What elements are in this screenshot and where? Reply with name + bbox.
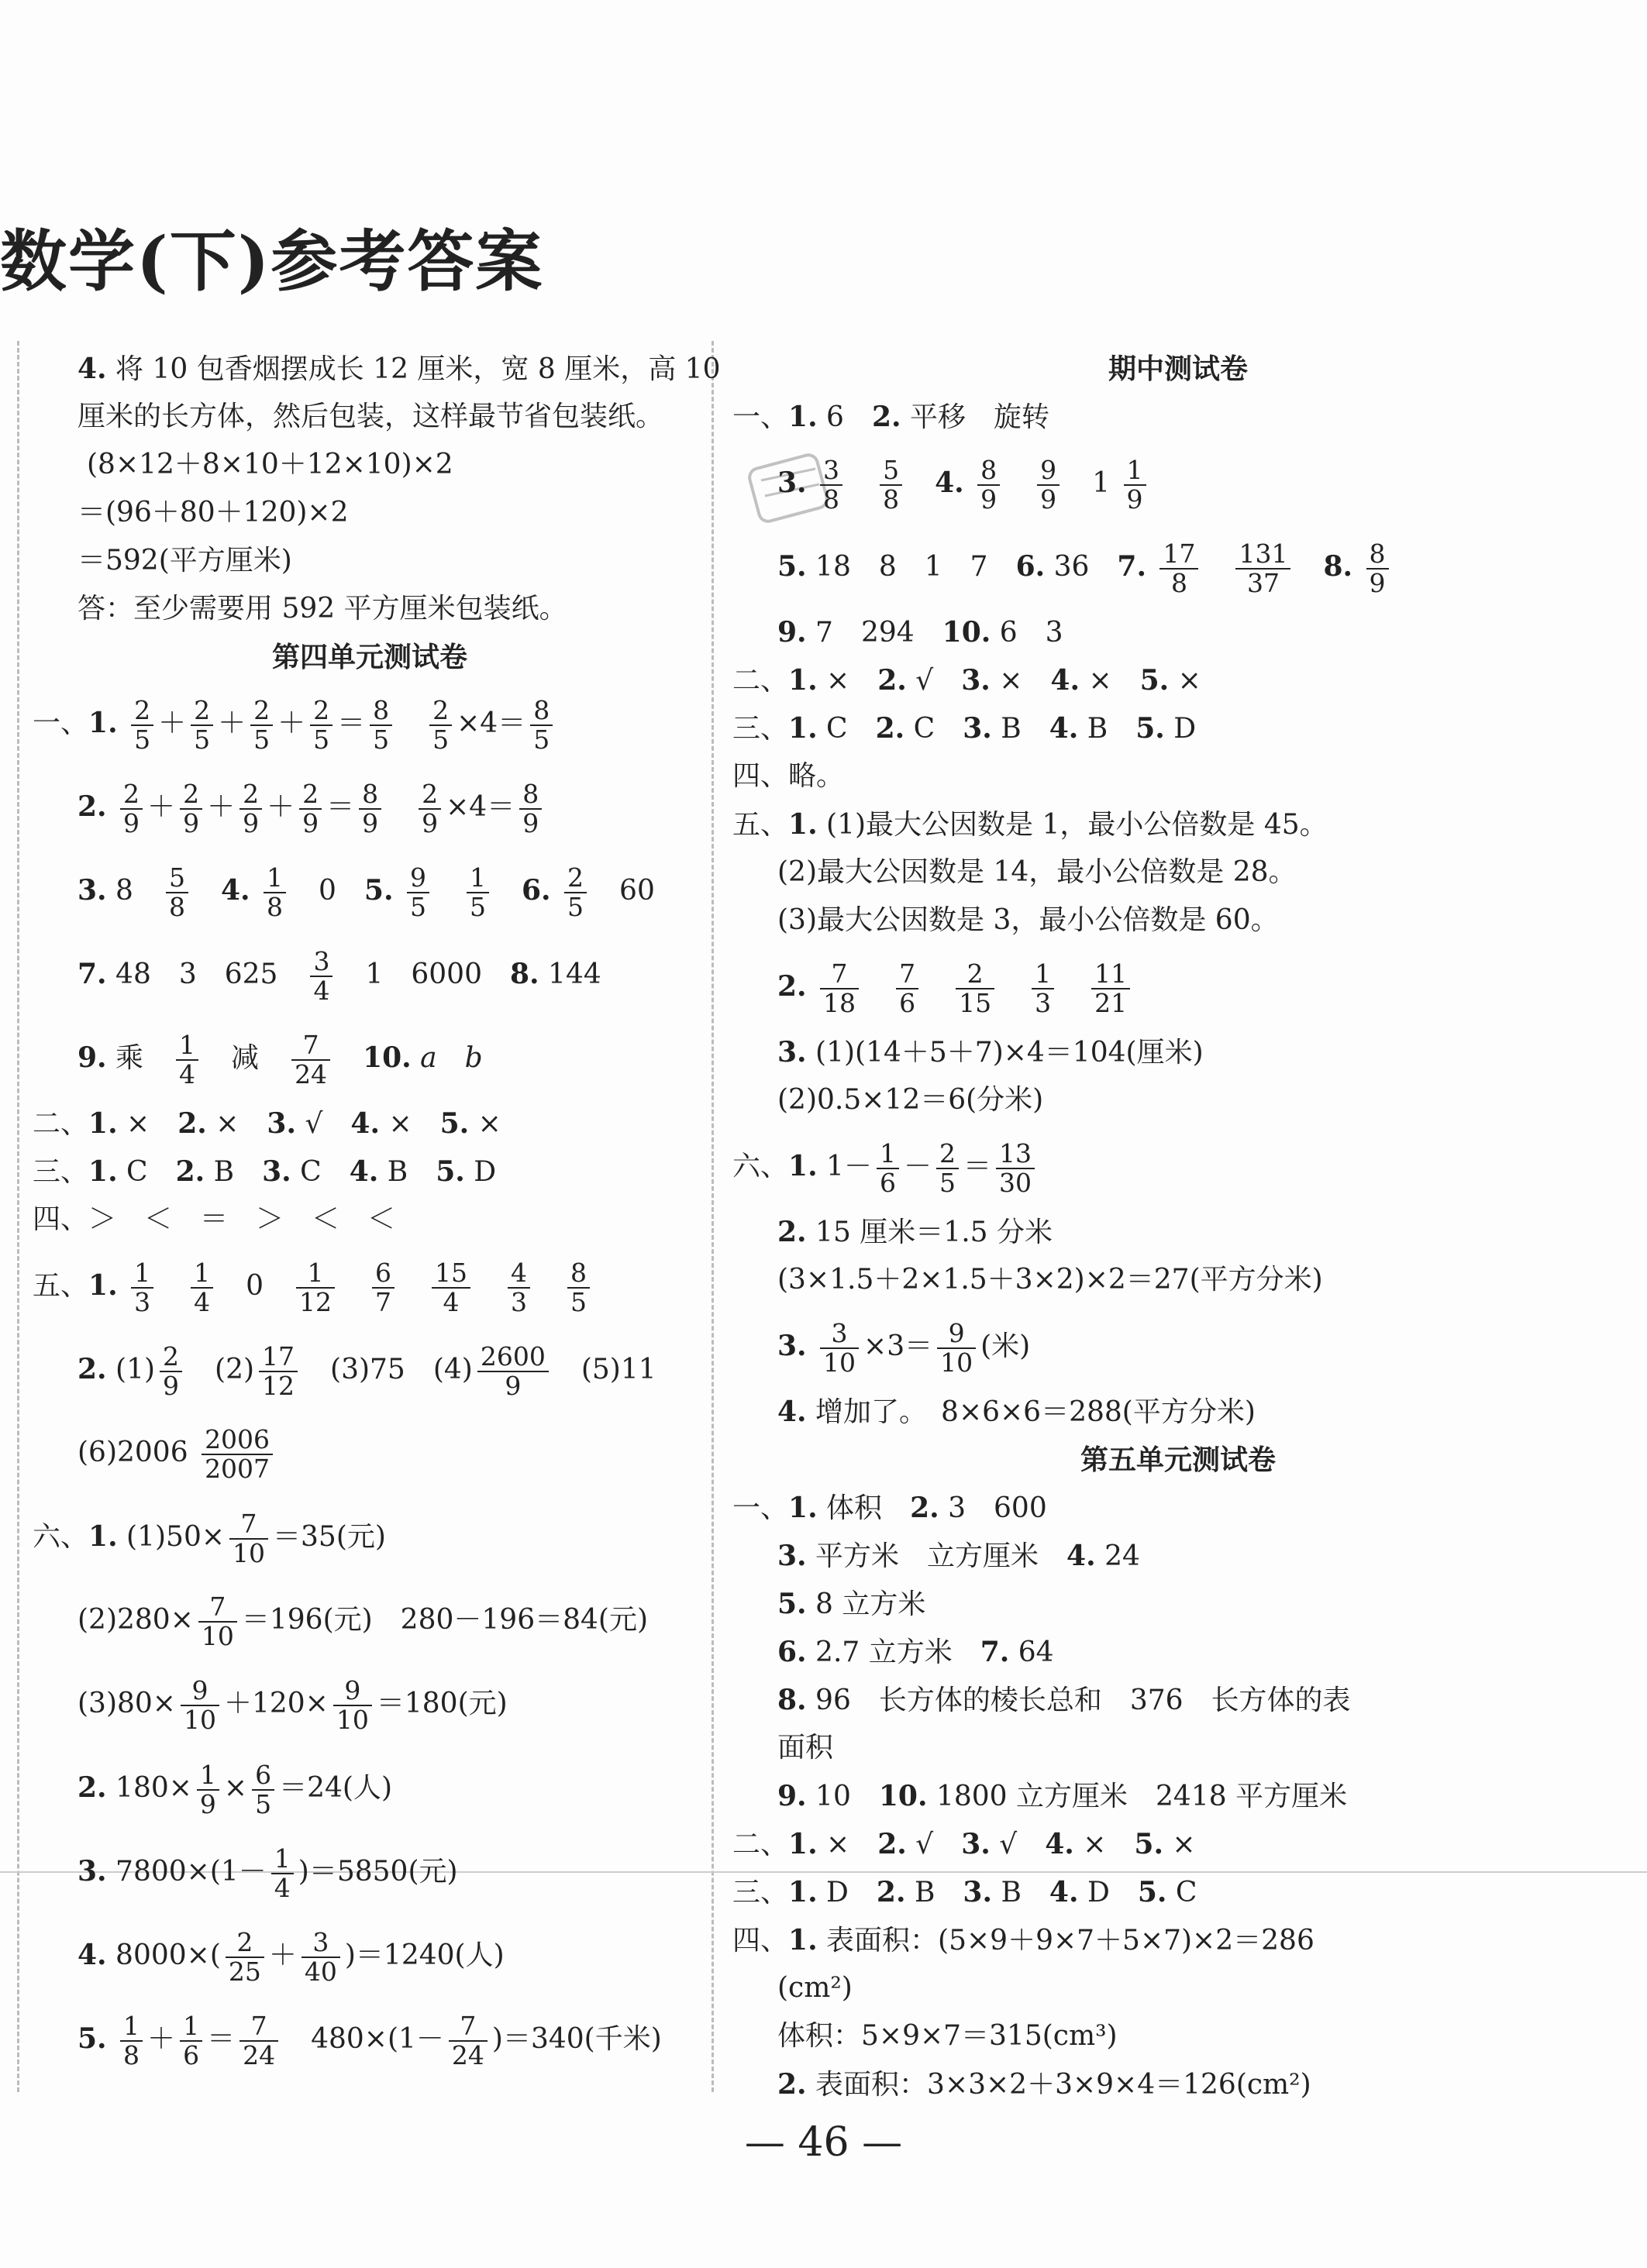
answer-line: 2. (1) $\frac{2}{9}$ (2) $\frac{17}{12}$ (3)75 (4) $\frac{2600}{9}$ (5)11 bbox=[78, 1340, 656, 1401]
fraction: $\frac{3}{10}$ bbox=[820, 1320, 859, 1378]
fraction: $\frac{7}{10}$ bbox=[229, 1510, 268, 1568]
fraction: $\frac{1}{8}$ bbox=[120, 2012, 143, 2070]
fraction: $\frac{1}{12}$ bbox=[296, 1259, 335, 1317]
answer-line: 2. 180× $\frac{1}{9}$ × $\frac{6}{5}$ ＝24(人) bbox=[78, 1759, 392, 1819]
fraction: $\frac{5}{8}$ bbox=[880, 456, 902, 515]
answer-line: 3. (1)(14＋5＋7)×4＝104(厘米) bbox=[777, 1036, 1204, 1069]
fraction: $\frac{1}{5}$ bbox=[467, 864, 489, 922]
answer-line: 5. 18 8 1 7 6. 36 7. $\frac{17}{8}$ $\frac{131}{37}$ 8. $\frac{8}{9}$ bbox=[732, 525, 1624, 608]
fraction: $\frac{7}{6}$ bbox=[896, 960, 918, 1018]
column-divider-left bbox=[17, 341, 19, 2092]
page-title: 数学(下)参考答案 bbox=[0, 222, 544, 301]
answer-line: ＝592(平方厘米) bbox=[78, 545, 292, 576]
section-heading: 期中测试卷 bbox=[1108, 353, 1248, 385]
fraction: $\frac{2}{9}$ bbox=[239, 780, 262, 838]
answer-line: 答：至少需要用 592 平方厘米包装纸。 bbox=[78, 593, 567, 625]
fraction: $\frac{2}{9}$ bbox=[419, 780, 441, 838]
fraction: $\frac{1}{9}$ bbox=[197, 1761, 219, 1819]
fraction: $\frac{2}{5}$ bbox=[310, 697, 333, 755]
answer-line: 四、略。 bbox=[732, 760, 845, 792]
fraction: $\frac{2}{5}$ bbox=[131, 697, 153, 755]
fraction: $\frac{8}{5}$ bbox=[530, 697, 553, 755]
fraction: $\frac{8}{9}$ bbox=[519, 780, 542, 838]
answer-line: 5. $\frac{1}{8}$ ＋ $\frac{1}{6}$ ＝ $\frac{7}{24}$ 480×(1－ $\frac{7}{24}$ )＝340(千米) bbox=[78, 2010, 662, 2070]
answer-line: (3)80× $\frac{9}{10}$ ＋120× $\frac{9}{10}$ ＝180(元) bbox=[78, 1674, 508, 1735]
answer-line: 3. $\frac{3}{10}$ ×3＝ $\frac{9}{10}$ (米) bbox=[777, 1317, 1031, 1378]
answer-line: 四、＞ ＜ ＝ ＞ ＜ ＜ bbox=[33, 1203, 396, 1235]
answer-line: (cm²) bbox=[777, 1972, 853, 2004]
answer-line: 3. 平方米 立方厘米 4. 24 bbox=[777, 1540, 1140, 1572]
fraction: $\frac{2006}{2007}$ bbox=[202, 1426, 273, 1484]
answer-line: 三、1. D 2. B 3. B 4. D 5. C bbox=[732, 1876, 1197, 1908]
fraction: $\frac{1}{6}$ bbox=[180, 2012, 202, 2070]
answer-line: 一、1. $\frac{2}{5}$ ＋ $\frac{2}{5}$ ＋ $\frac{2}{5}$ ＋ $\frac{2}{5}$ ＝ $\frac{8}{5}$ $\frac{2}{5}$ ×4＝ $\frac{8}{5}$ bbox=[33, 681, 707, 765]
answer-line: (3)最大公因数是 3，最小公倍数是 60。 bbox=[777, 904, 1279, 936]
fraction: $\frac{8}{5}$ bbox=[370, 697, 392, 755]
answer-line: 9. 10 10. 1800 立方厘米 2418 平方厘米 bbox=[777, 1780, 1348, 1812]
fraction: $\frac{1}{6}$ bbox=[877, 1140, 899, 1198]
fraction: $\frac{1}{9}$ bbox=[1124, 456, 1146, 515]
fraction: $\frac{2}{15}$ bbox=[956, 960, 994, 1018]
answer-line: 面积 bbox=[777, 1732, 834, 1764]
answer-line: 三、1. C 2. B 3. C 4. B 5. D bbox=[33, 1155, 497, 1188]
answer-line: 2. $\frac{7}{18}$ $\frac{7}{6}$ $\frac{2}{15}$ $\frac{1}{3}$ $\frac{11}{21}$ bbox=[732, 945, 1624, 1028]
page-number: — 46 — bbox=[744, 2119, 903, 2166]
fraction: $\frac{7}{24}$ bbox=[291, 1031, 330, 1089]
fraction: $\frac{1}{4}$ bbox=[271, 1845, 294, 1903]
fraction: $\frac{7}{18}$ bbox=[820, 960, 859, 1018]
answer-line: 厘米的长方体，然后包装，这样最节省包装纸。 bbox=[78, 401, 664, 432]
fraction: $\frac{2600}{9}$ bbox=[477, 1343, 549, 1401]
fraction: $\frac{17}{12}$ bbox=[259, 1343, 298, 1401]
answer-line: 5. 8 立方米 bbox=[777, 1588, 926, 1620]
answer-line: 六、1. 1－ $\frac{1}{6}$ － $\frac{2}{5}$ ＝ $\frac{13}{30}$ bbox=[732, 1124, 1624, 1208]
answer-line: 3. $\frac{3}{8}$ $\frac{5}{8}$ 4. $\frac{8}{9}$ $\frac{9}{9}$ 1 $\frac{1}{9}$ bbox=[732, 441, 1624, 525]
section-heading: 第五单元测试卷 bbox=[1080, 1444, 1276, 1476]
answer-line: 4. 将 10 包香烟摆成长 12 厘米，宽 8 厘米，高 10 bbox=[78, 353, 721, 385]
answer-line: 9. 7 294 10. 6 3 bbox=[777, 616, 1063, 649]
fraction: $\frac{2}{5}$ bbox=[564, 864, 587, 922]
left-answer-column bbox=[33, 345, 721, 2080]
fraction: $\frac{15}{4}$ bbox=[432, 1259, 470, 1317]
fraction: $\frac{13}{30}$ bbox=[996, 1140, 1035, 1198]
answer-line: 二、1. × 2. √ 3. × 4. × 5. × bbox=[732, 664, 1201, 697]
fraction: $\frac{9}{10}$ bbox=[181, 1677, 219, 1735]
fraction: $\frac{2}{9}$ bbox=[180, 780, 202, 838]
fraction: $\frac{1}{4}$ bbox=[191, 1259, 213, 1317]
answer-line: (2)280× $\frac{7}{10}$ ＝196(元) 280－196＝84(元) bbox=[78, 1591, 649, 1651]
answer-line: 9. 乘 $\frac{1}{4}$ 减 $\frac{7}{24}$ 10. a b bbox=[78, 1029, 483, 1089]
fraction: $\frac{9}{9}$ bbox=[1037, 456, 1060, 515]
fraction: $\frac{2}{9}$ bbox=[299, 780, 322, 838]
answer-line: 2. $\frac{2}{9}$ ＋ $\frac{2}{9}$ ＋ $\frac{2}{9}$ ＋ $\frac{2}{9}$ ＝ $\frac{8}{9}$ $\frac{2}{9}$ ×4＝ $\frac{8}{9}$ bbox=[33, 765, 707, 848]
fraction: $\frac{6}{7}$ bbox=[372, 1259, 395, 1317]
fraction: $\frac{131}{37}$ bbox=[1235, 540, 1290, 598]
fraction: $\frac{3}{4}$ bbox=[310, 948, 333, 1006]
fraction: $\frac{2}{5}$ bbox=[936, 1140, 959, 1198]
answer-line: 4. 增加了。 8×6×6＝288(平方分米) bbox=[777, 1396, 1256, 1428]
fraction: $\frac{1}{3}$ bbox=[1032, 960, 1054, 1018]
answer-line: ＝(96＋80＋120)×2 bbox=[78, 497, 349, 528]
column-divider-middle bbox=[712, 341, 714, 2092]
answer-line: 2. 表面积：3×3×2＋3×9×4＝126(cm²) bbox=[777, 2068, 1311, 2101]
answer-line: 二、1. × 2. √ 3. √ 4. × 5. × bbox=[732, 1828, 1196, 1860]
answer-line: 6. 2.7 立方米 7. 64 bbox=[777, 1636, 1054, 1668]
answer-line: 3. 7800×(1－ $\frac{1}{4}$ )＝5850(元) bbox=[78, 1843, 458, 1903]
fraction: $\frac{7}{10}$ bbox=[198, 1593, 237, 1651]
answer-line: 五、1. (1)最大公因数是 1，最小公倍数是 45。 bbox=[732, 808, 1328, 841]
fraction: $\frac{2}{5}$ bbox=[250, 697, 273, 755]
fraction: $\frac{1}{8}$ bbox=[264, 864, 286, 922]
answer-line: (3×1.5＋2×1.5＋3×2)×2＝27(平方分米) bbox=[777, 1264, 1323, 1296]
answer-line: 3. 8 $\frac{5}{8}$ 4. $\frac{1}{8}$ 0 5. $\frac{9}{5}$ $\frac{1}{5}$ 6. $\frac{2}{5}$ 60 bbox=[78, 862, 655, 922]
answer-line: 一、1. 6 2. 平移 旋转 bbox=[732, 401, 1050, 433]
fraction: $\frac{2}{25}$ bbox=[226, 1929, 264, 1987]
fraction: $\frac{2}{5}$ bbox=[429, 697, 452, 755]
fraction: $\frac{8}{5}$ bbox=[567, 1259, 590, 1317]
fraction: $\frac{1}{3}$ bbox=[131, 1259, 153, 1317]
answer-line: 三、1. C 2. C 3. B 4. B 5. D bbox=[732, 712, 1197, 745]
answer-line: (8×12＋8×10＋12×10)×2 bbox=[87, 449, 453, 480]
fraction: $\frac{9}{10}$ bbox=[333, 1677, 372, 1735]
fraction: $\frac{11}{21}$ bbox=[1091, 960, 1130, 1018]
answer-line: 体积：5×9×7＝315(cm³) bbox=[777, 2020, 1118, 2052]
fraction: $\frac{7}{24}$ bbox=[449, 2012, 488, 2070]
answer-line: (2)0.5×12＝6(分米) bbox=[777, 1084, 1044, 1116]
fraction: $\frac{1}{4}$ bbox=[176, 1031, 198, 1089]
fraction: $\frac{8}{9}$ bbox=[359, 780, 381, 838]
right-answer-column bbox=[732, 345, 1624, 2108]
answer-line: 7. 48 3 625 $\frac{3}{4}$ 1 6000 8. 144 bbox=[78, 945, 601, 1006]
answer-line: 一、1. 体积 2. 3 600 bbox=[732, 1492, 1047, 1524]
answer-line: (2)最大公因数是 14，最小公倍数是 28。 bbox=[777, 856, 1297, 888]
fraction: $\frac{3}{40}$ bbox=[301, 1929, 340, 1987]
answer-line: 二、1. × 2. × 3. √ 4. × 5. × bbox=[33, 1107, 501, 1140]
answer-line: 2. 15 厘米＝1.5 分米 bbox=[777, 1216, 1053, 1248]
answer-line: 六、1. (1)50× $\frac{7}{10}$ ＝35(元) bbox=[33, 1508, 386, 1568]
section-heading: 第四单元测试卷 bbox=[271, 641, 467, 673]
fraction: $\frac{8}{9}$ bbox=[1366, 540, 1389, 598]
fraction: $\frac{2}{9}$ bbox=[160, 1343, 182, 1401]
fraction: $\frac{9}{5}$ bbox=[407, 864, 429, 922]
fraction: $\frac{4}{3}$ bbox=[508, 1259, 530, 1317]
answer-line: 五、1. $\frac{1}{3}$ $\frac{1}{4}$ 0 $\frac{1}{12}$ $\frac{6}{7}$ $\frac{15}{4}$ $\frac{4}{3}$ $\frac{8}{5}$ bbox=[33, 1244, 707, 1327]
fraction: $\frac{2}{5}$ bbox=[191, 697, 213, 755]
fraction: $\frac{2}{9}$ bbox=[120, 780, 143, 838]
fraction: $\frac{8}{9}$ bbox=[977, 456, 1000, 515]
fraction: $\frac{7}{24}$ bbox=[239, 2012, 278, 2070]
fraction: $\frac{5}{8}$ bbox=[166, 864, 188, 922]
fraction: $\frac{6}{5}$ bbox=[252, 1761, 274, 1819]
answer-line: 4. 8000×( $\frac{2}{25}$ ＋ $\frac{3}{40}$ )＝1240(人) bbox=[78, 1926, 505, 1987]
fraction: $\frac{9}{10}$ bbox=[937, 1320, 976, 1378]
answer-line: 四、1. 表面积：(5×9＋9×7＋5×7)×2＝286 bbox=[732, 1924, 1314, 1957]
answer-line: (6)2006 $\frac{2006}{2007}$ bbox=[33, 1411, 707, 1495]
fraction: $\frac{17}{8}$ bbox=[1159, 540, 1198, 598]
answer-line: 8. 96 长方体的棱长总和 376 长方体的表 bbox=[777, 1684, 1351, 1716]
fraction: $\frac{3}{8}$ bbox=[820, 456, 842, 515]
